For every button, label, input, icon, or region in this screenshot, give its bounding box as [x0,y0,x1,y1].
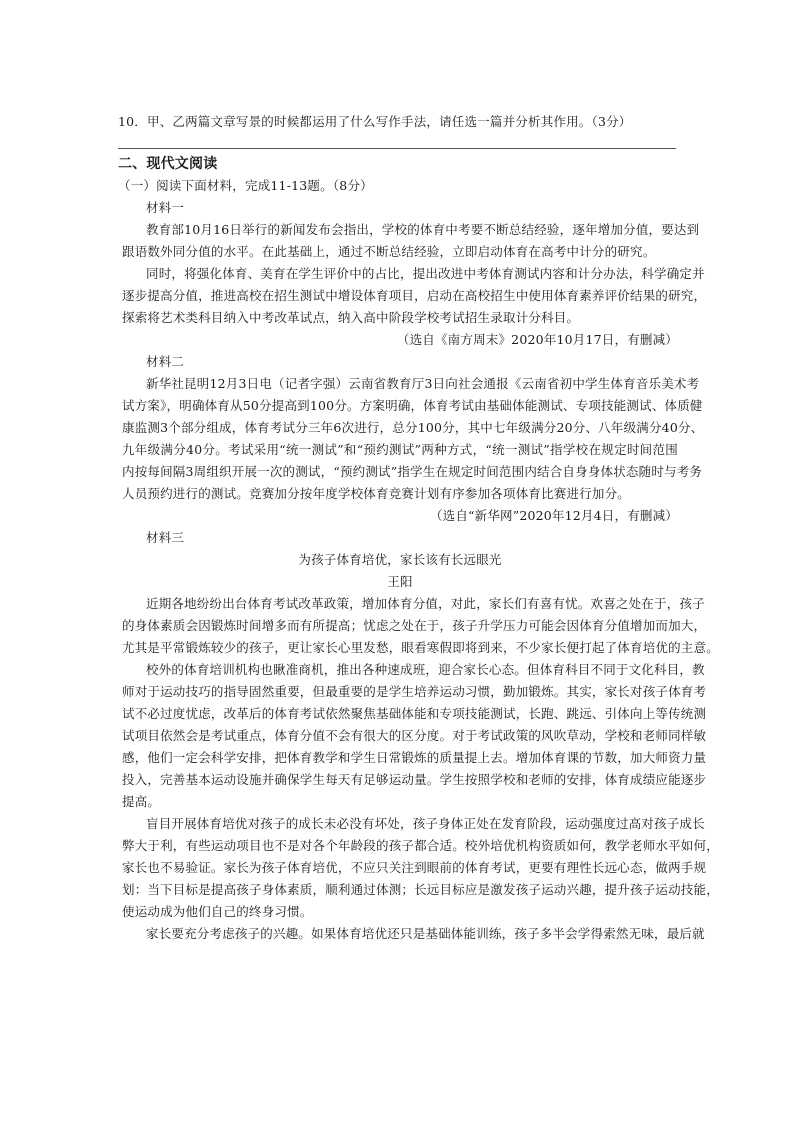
article-paragraph-line: 校外的体育培训机构也瞅准商机，推出各种速成班，迎合家长心态。但体育科目不同于文化科目，教 [146,662,705,677]
material-2-paragraph-line: 康监测3个部分组成，体育考试分三年6次进行，总分100分，其中七年级满分20分、八年级满分40分、 [122,420,704,435]
article-paragraph-line: 投入，完善基本运动设施并确保学生每天有足够运动量。学生按照学校和老师的安排，体育成绩应能逐步 [122,772,707,787]
article-paragraph-line: 试不必过度忧虑，改革后的体育考试依然聚焦基础体能和专项技能测试，长跑、跳远、引体向上等传统测 [122,706,707,721]
article-author: 王阳 [387,574,413,589]
article-paragraph-line: 划：当下目标是提高孩子身体素质，顺利通过体测；长远目标应是激发孩子运动兴趣，提升孩子运动技能， [122,882,719,897]
article-paragraph-line: 感，他们一定会科学安排，把体育教学和学生日常锻炼的质量提上去。增加体育课的节数，加大师资力量 [122,750,707,765]
article-paragraph-line: 试项目依然会是考试重点，体育分值不会有很大的区分度。对于考试政策的风吹草动，学校和老师同样敏 [122,728,707,743]
material-1-paragraph-line: 逐步提高分值，推进高校在招生测试中增设体育项目，启动在高校招生中使用体育素养评价结果的研究， [122,288,707,303]
material-1-paragraph-line: 同时，将强化体育、美育在学生评价中的占比，提出改进中考体育测试内容和计分办法，科学确定并 [146,266,705,281]
section-heading-modern-reading: 二、现代文阅读 [118,156,218,172]
material-2-paragraph-line: 九年级满分40分。考试采用“统一测试”和“预约测试”两种方式，“统一测试”指学校在规定时间范围 [122,442,678,457]
article-paragraph-line: 师对于运动技巧的指导固然重要，但最重要的是学生培养运动习惯，勤加锻炼。其实，家长对孩子体育考 [122,684,707,699]
article-paragraph-line: 弊大于利，有些运动项目也不是对各个年龄段的孩子都合适。校外培优机构资质如何，教学老师水平如何， [122,838,719,853]
material-1-label: 材料一 [146,200,185,215]
article-paragraph-line: 尤其是平常锻炼较少的孩子，更让家长心里发愁，眼看寒假即将到来，不少家长便打起了体育培优的主意。 [122,640,719,655]
material-1-paragraph-line: 教育部10月16日举行的新闻发布会指出，学校的体育中考要不断总结经验，逐年增加分值，要达到 [146,222,700,237]
article-paragraph-line: 使运动成为他们自己的终身习惯。 [122,904,313,919]
divider-line [118,148,676,149]
material-1-source: （选自《南方周末》2020年10月17日，有删减） [396,332,678,347]
material-3-label: 材料三 [146,530,185,545]
material-2-paragraph-line: 内按每间隔3周组织开展一次的测试，“预约测试”指学生在规定时间范围内结合自身身体状态随时与考务 [122,464,703,479]
question-10: 10．甲、乙两篇文章写景的时候都运用了什么写作手法，请任选一篇并分析其作用。（3分） [118,114,632,129]
material-1-paragraph-line: 探索将艺术类科目纳入中考改革试点，纳入高中阶段学校考试招生录取计分科目。 [122,310,580,325]
material-1-paragraph-line: 跟语数外同分值的水平。在此基础上，通过不断总结经验，立即启动体育在高考中计分的研究。 [122,244,656,259]
material-2-paragraph-line: 试方案》，明确体育从50分提高到100分。方案明确，体育考试由基础体能测试、专项技能测试、体质健 [122,398,703,413]
article-paragraph-line: 近期各地纷纷出台体育考试改革政策，增加体育分值，对此，家长们有喜有忧。欢喜之处在于，孩子 [146,596,705,611]
article-title: 为孩子体育培优，家长该有长远眼光 [298,552,502,567]
material-2-paragraph-line: 新华社昆明12月3日电（记者字强）云南省教育厅3日向社会通报《云南省初中学生体育音乐美术考 [146,376,700,391]
material-2-label: 材料二 [146,354,185,369]
article-paragraph-line: 家长也不易验证。家长为孩子体育培优，不应只关注到眼前的体育考试，更要有理性长远心态，做两手规 [122,860,707,875]
article-paragraph-line: 盲目开展体育培优对孩子的成长未必没有坏处，孩子身体正处在发育阶段，运动强度过高对孩子成长 [146,816,705,831]
article-paragraph-line: 家长要充分考虑孩子的兴趣。如果体育培优还只是基础体能训练，孩子多半会学得索然无味，最后就 [146,926,705,941]
part-1-instruction: （一）阅读下面材料，完成11-13题。（8分） [118,178,373,193]
article-paragraph-line: 提高。 [122,794,161,809]
material-2-source: （选自“新华网”2020年12月4日，有删减） [429,508,678,523]
material-2-paragraph-line: 人员预约进行的测试。竞赛加分按年度学校体育竞赛计划有序参加各项体育比赛进行加分。 [122,486,631,501]
article-paragraph-line: 的身体素质会因锻炼时间增多而有所提高；忧虑之处在于，孩子升学压力可能会因体育分值增加而加大， [122,618,707,633]
